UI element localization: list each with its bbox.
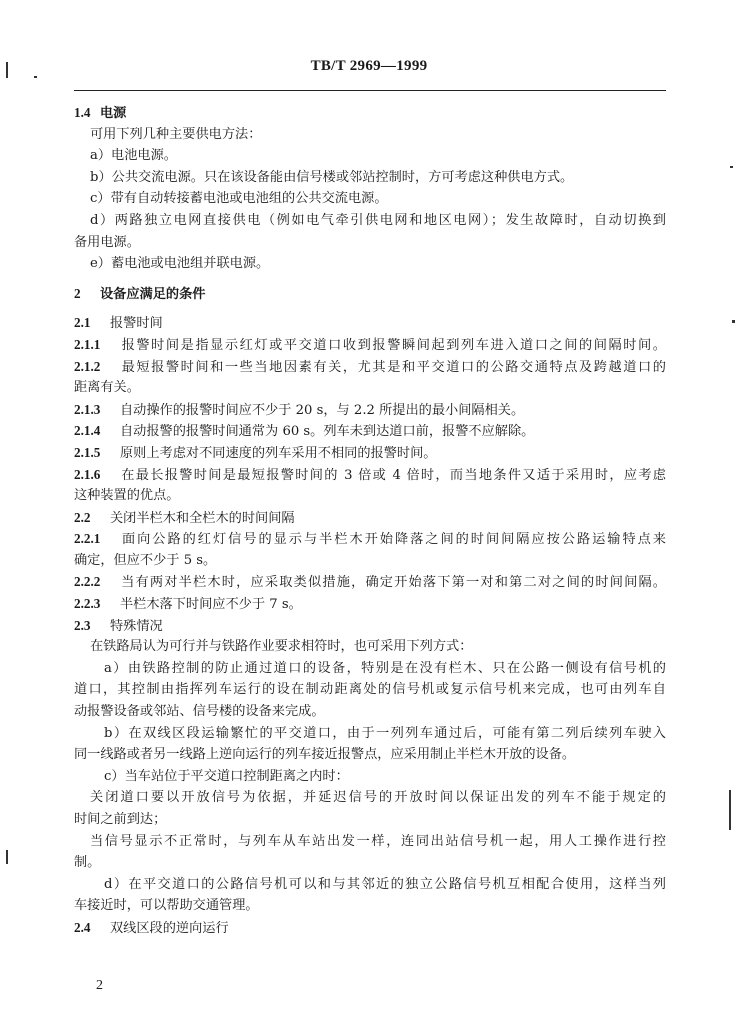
clause-text: 自动报警的报警时间通常为 60 s。列车未到达道口前，报警不应解除。 xyxy=(120,424,535,440)
clause-number: 2.2.2 xyxy=(74,574,101,590)
page-number: 2 xyxy=(96,978,103,993)
section-2-4-heading xyxy=(74,917,666,939)
section-number: 2.1 xyxy=(74,315,91,331)
clause-2-1-4 xyxy=(74,420,666,442)
clause-text: 最短报警时间和一些当地因素有关，尤其是和平交道口的公路交通特点及跨越道口的 xyxy=(120,359,666,375)
section-title: 特殊情况 xyxy=(110,618,163,634)
section-title: 双线区段的逆向运行 xyxy=(110,920,229,936)
list-item-continuation: 动报警设备或邻站、信号楼的设备来完成。 xyxy=(74,704,325,720)
list-item-continuation: 车接近时，可以帮助交通管理。 xyxy=(74,898,259,914)
section-title: 报警时间 xyxy=(110,316,163,332)
clause-2-1-6 xyxy=(74,464,666,486)
clause-2-2-2 xyxy=(74,571,666,593)
section-number: 2.3 xyxy=(74,617,91,633)
section-title: 电源 xyxy=(100,106,127,121)
section-2-2-heading xyxy=(74,507,666,529)
section-2-heading xyxy=(74,283,666,305)
clause-number: 2.1.3 xyxy=(74,401,101,417)
scan-mark-right xyxy=(730,166,733,168)
scan-mark-left-bottom xyxy=(6,850,8,864)
clause-text: 自动操作的报警时间应不少于 20 s，与 2.2 所提出的最小间隔相关。 xyxy=(120,402,525,418)
section-number: 2 xyxy=(74,285,81,301)
list-item: e）蓄电池或电池组并联电源。 xyxy=(90,256,270,272)
clause-number: 2.2.1 xyxy=(74,531,101,547)
list-item: a）电池电源。 xyxy=(90,148,177,164)
paragraph-continuation: 时间之前到达； xyxy=(74,812,167,827)
standard-code-header: TB/T 2969—1999 xyxy=(310,58,428,74)
section-2-3-heading xyxy=(74,615,666,637)
clause-text: 面向公路的红灯信号的显示与半栏木开始降落之间的时间间隔应按公路运输特点来 xyxy=(120,532,666,548)
clause-2-2-3 xyxy=(74,593,666,615)
paragraph: 在铁路局认为可行并与铁路作业要求相符时，也可采用下列方式： xyxy=(90,639,473,655)
clause-text: 报警时间是指显示红灯或平交道口收到报警瞬间起到列车进入道口之间的间隔时间。 xyxy=(120,337,666,353)
section-number: 1.4 xyxy=(74,105,91,120)
clause-text: 当有两对半栏木时，应采取类似措施，确定开始落下第一对和第二对之间的时间间隔。 xyxy=(120,575,666,591)
clause-2-2-1 xyxy=(74,528,666,550)
section-2-1-heading xyxy=(74,312,666,334)
paragraph: 当信号显示不正常时，与列车从车站出发一样，连同出站信号机一起，用人工操作进行控 xyxy=(90,833,666,849)
list-item: c）当车站位于平交道口控制距离之内时： xyxy=(104,768,349,784)
clause-number: 2.1.4 xyxy=(74,423,101,439)
paragraph: 可用下列几种主要供电方法： xyxy=(90,126,262,142)
list-item: d）在平交道口的公路信号机可以和与其邻近的独立公路信号机互相配合使用，这样当列 xyxy=(104,876,666,892)
clause-text: 在最长报警时间是最短报警时间的 3 倍或 4 倍时，而当地条件又适于采用时，应考虑 xyxy=(120,467,666,483)
clause-number: 2.1.1 xyxy=(74,336,101,352)
clause-number: 2.1.5 xyxy=(74,444,101,460)
scan-mark-left-dot xyxy=(34,76,37,78)
scan-mark-right-line xyxy=(729,790,731,830)
clause-2-1-3 xyxy=(74,399,666,421)
clause-continuation: 这种装置的优点。 xyxy=(74,488,180,504)
paragraph: 关闭道口要以开放信号为依据，并延迟信号的开放时间以保证出发的列车不能于规定的 xyxy=(90,790,666,806)
list-item: a）由铁路控制的防止通过道口的设备，特别是在没有栏木、只在公路一侧设有信号机的 xyxy=(104,660,666,676)
list-item-continuation: 备用电源。 xyxy=(74,234,140,250)
section-1-4-heading xyxy=(74,102,666,124)
header-rule xyxy=(74,90,666,91)
list-item: c）带有自动转接蓄电池或电池组的公共交流电源。 xyxy=(90,191,388,207)
clause-2-1-5 xyxy=(74,442,666,464)
paragraph-continuation: 制。 xyxy=(74,855,101,871)
document-body xyxy=(74,102,666,939)
clause-2-1-2 xyxy=(74,356,666,378)
section-title: 设备应满足的条件 xyxy=(100,286,206,302)
scan-mark-right-dot xyxy=(732,320,735,323)
clause-2-1-1 xyxy=(74,334,666,356)
clause-text: 半栏木落下时间应不少于 7 s。 xyxy=(120,597,302,613)
clause-number: 2.1.6 xyxy=(74,466,101,482)
section-number: 2.4 xyxy=(74,919,91,935)
list-item: b）在双线区段运输繁忙的平交道口，由于一列列车通过后，可能有第二列后续列车驶入 xyxy=(104,725,666,741)
clause-number: 2.1.2 xyxy=(74,358,101,374)
section-number: 2.2 xyxy=(74,509,91,525)
list-item: b）公共交流电源。只在该设备能由信号楼或邻站控制时，方可考虑这种供电方式。 xyxy=(90,169,574,185)
clause-continuation: 确定，但应不少于 5 s。 xyxy=(74,552,217,568)
clause-number: 2.2.3 xyxy=(74,596,101,612)
list-item-continuation: 道口，其控制由指挥列车运行的设在制动距离处的信号机或复示信号机来完成，也可由列车自 xyxy=(74,682,666,698)
list-item: d）两路独立电网直接供电（例如电气牵引供电网和地区电网）；发生故障时，自动切换到 xyxy=(90,212,666,228)
clause-continuation: 距离有关。 xyxy=(74,380,140,396)
list-item-continuation: 同一线路或者另一线路上逆向运行的列车接近报警点，应采用制止半栏木开放的设备。 xyxy=(74,747,576,763)
section-title: 关闭半栏木和全栏木的时间间隔 xyxy=(110,510,295,526)
clause-text: 原则上考虑对不同速度的列车采用不相同的报警时间。 xyxy=(120,445,437,461)
